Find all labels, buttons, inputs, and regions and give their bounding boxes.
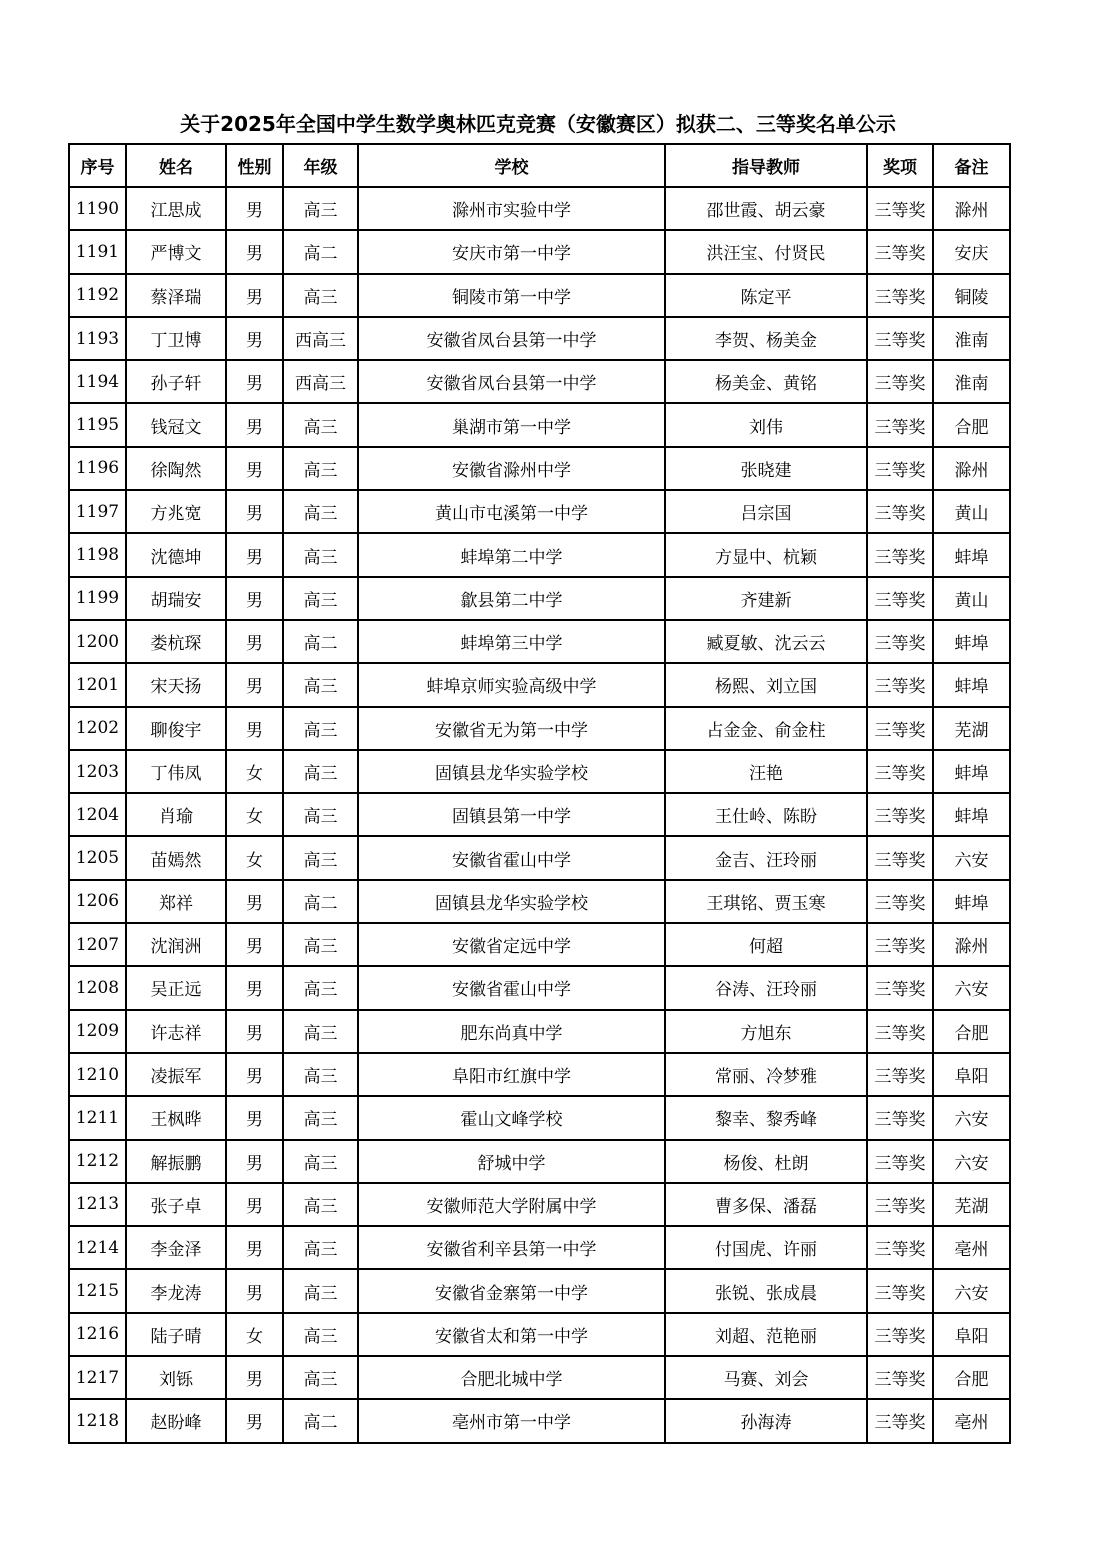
column-header-name: 姓名: [126, 144, 226, 187]
cell-school: 肥东尚真中学: [358, 1010, 665, 1053]
cell-teacher: 刘伟: [665, 403, 867, 446]
cell-grade: 高三: [283, 1356, 358, 1399]
table-row: [69, 793, 1010, 836]
cell-school: 蚌埠第三中学: [358, 620, 665, 663]
cell-award: 三等奖: [867, 490, 933, 533]
cell-index: 1210: [69, 1053, 126, 1096]
table-row: [69, 230, 1010, 273]
cell-school: 滁州市实验中学: [358, 187, 665, 230]
cell-grade: 高三: [283, 447, 358, 490]
cell-index: 1200: [69, 620, 126, 663]
cell-index: 1204: [69, 793, 126, 836]
cell-grade: 西高三: [283, 317, 358, 360]
table-row: [69, 1140, 1010, 1183]
cell-teacher: 占金金、俞金柱: [665, 707, 867, 750]
cell-school: 安庆市第一中学: [358, 230, 665, 273]
cell-grade: 高三: [283, 1096, 358, 1139]
table-row: [69, 1010, 1010, 1053]
cell-index: 1205: [69, 836, 126, 879]
table-row: [69, 274, 1010, 317]
table-row: [69, 577, 1010, 620]
cell-name: 刘铄: [126, 1356, 226, 1399]
cell-remark: 淮南: [933, 317, 1010, 360]
table-row: [69, 1356, 1010, 1399]
cell-grade: 高三: [283, 1140, 358, 1183]
cell-index: 1213: [69, 1183, 126, 1226]
cell-grade: 高三: [283, 793, 358, 836]
cell-remark: 蚌埠: [933, 880, 1010, 923]
cell-gender: 男: [226, 1269, 283, 1312]
cell-teacher: 王仕岭、陈盼: [665, 793, 867, 836]
cell-remark: 蚌埠: [933, 793, 1010, 836]
cell-index: 1192: [69, 274, 126, 317]
cell-gender: 男: [226, 1399, 283, 1442]
column-header-index: 序号: [69, 144, 126, 187]
cell-teacher: 齐建新: [665, 577, 867, 620]
cell-name: 沈润洲: [126, 923, 226, 966]
cell-grade: 高三: [283, 836, 358, 879]
cell-name: 凌振军: [126, 1053, 226, 1096]
cell-gender: 女: [226, 750, 283, 793]
cell-remark: 蚌埠: [933, 663, 1010, 706]
cell-school: 安徽省滁州中学: [358, 447, 665, 490]
cell-remark: 蚌埠: [933, 750, 1010, 793]
cell-index: 1209: [69, 1010, 126, 1053]
cell-award: 三等奖: [867, 707, 933, 750]
cell-gender: 男: [226, 1226, 283, 1269]
cell-school: 铜陵市第一中学: [358, 274, 665, 317]
cell-gender: 男: [226, 1010, 283, 1053]
cell-school: 霍山文峰学校: [358, 1096, 665, 1139]
cell-teacher: 吕宗国: [665, 490, 867, 533]
cell-index: 1195: [69, 403, 126, 446]
cell-gender: 女: [226, 1313, 283, 1356]
cell-index: 1201: [69, 663, 126, 706]
cell-remark: 六安: [933, 1269, 1010, 1312]
cell-school: 安徽省凤台县第一中学: [358, 360, 665, 403]
award-roster-table: [68, 143, 1011, 1444]
cell-index: 1190: [69, 187, 126, 230]
table-row: [69, 880, 1010, 923]
cell-gender: 男: [226, 620, 283, 663]
cell-name: 解振鹏: [126, 1140, 226, 1183]
cell-remark: 滁州: [933, 447, 1010, 490]
cell-teacher: 臧夏敏、沈云云: [665, 620, 867, 663]
cell-gender: 男: [226, 1183, 283, 1226]
cell-gender: 男: [226, 447, 283, 490]
cell-name: 方兆宽: [126, 490, 226, 533]
cell-remark: 六安: [933, 1140, 1010, 1183]
cell-gender: 男: [226, 1356, 283, 1399]
cell-school: 安徽省定远中学: [358, 923, 665, 966]
cell-remark: 六安: [933, 1096, 1010, 1139]
table-row: [69, 966, 1010, 1009]
cell-remark: 安庆: [933, 230, 1010, 273]
column-header-award: 奖项: [867, 144, 933, 187]
table-row: [69, 663, 1010, 706]
cell-name: 江思成: [126, 187, 226, 230]
table-body: [69, 187, 1010, 1443]
cell-name: 宋天扬: [126, 663, 226, 706]
cell-teacher: 汪艳: [665, 750, 867, 793]
cell-grade: 高三: [283, 577, 358, 620]
cell-gender: 男: [226, 923, 283, 966]
cell-gender: 男: [226, 533, 283, 576]
cell-teacher: 杨熙、刘立国: [665, 663, 867, 706]
cell-name: 赵盼峰: [126, 1399, 226, 1442]
cell-gender: 男: [226, 880, 283, 923]
cell-award: 三等奖: [867, 923, 933, 966]
cell-remark: 淮南: [933, 360, 1010, 403]
cell-remark: 亳州: [933, 1226, 1010, 1269]
document-title: 关于2025年全国中学生数学奥林匹克竞赛（安徽赛区）拟获二、三等奖名单公示: [180, 112, 896, 136]
cell-gender: 男: [226, 1053, 283, 1096]
table-row: [69, 360, 1010, 403]
cell-index: 1215: [69, 1269, 126, 1312]
cell-name: 李龙涛: [126, 1269, 226, 1312]
cell-award: 三等奖: [867, 880, 933, 923]
cell-teacher: 何超: [665, 923, 867, 966]
cell-name: 沈德坤: [126, 533, 226, 576]
cell-name: 李金泽: [126, 1226, 226, 1269]
table-row: [69, 1053, 1010, 1096]
cell-gender: 男: [226, 577, 283, 620]
cell-teacher: 孙海涛: [665, 1399, 867, 1442]
cell-grade: 高三: [283, 750, 358, 793]
cell-name: 娄杭琛: [126, 620, 226, 663]
table-row: [69, 490, 1010, 533]
table-row: [69, 836, 1010, 879]
cell-gender: 男: [226, 707, 283, 750]
table-row: [69, 1269, 1010, 1312]
table-row: [69, 403, 1010, 446]
column-header-grade: 年级: [283, 144, 358, 187]
cell-remark: 铜陵: [933, 274, 1010, 317]
cell-school: 安徽省无为第一中学: [358, 707, 665, 750]
cell-school: 固镇县龙华实验学校: [358, 880, 665, 923]
cell-remark: 黄山: [933, 490, 1010, 533]
column-header-remark: 备注: [933, 144, 1010, 187]
cell-remark: 阜阳: [933, 1313, 1010, 1356]
cell-grade: 西高三: [283, 360, 358, 403]
cell-gender: 男: [226, 274, 283, 317]
cell-teacher: 王琪铭、贾玉寒: [665, 880, 867, 923]
cell-award: 三等奖: [867, 966, 933, 1009]
cell-gender: 男: [226, 663, 283, 706]
cell-school: 阜阳市红旗中学: [358, 1053, 665, 1096]
header-row: [69, 144, 1010, 187]
cell-teacher: 杨美金、黄铭: [665, 360, 867, 403]
cell-gender: 男: [226, 966, 283, 1009]
cell-grade: 高三: [283, 1269, 358, 1312]
cell-grade: 高三: [283, 490, 358, 533]
cell-gender: 男: [226, 1096, 283, 1139]
cell-award: 三等奖: [867, 1356, 933, 1399]
cell-school: 黄山市屯溪第一中学: [358, 490, 665, 533]
cell-award: 三等奖: [867, 663, 933, 706]
cell-teacher: 方显中、杭颖: [665, 533, 867, 576]
cell-name: 蔡泽瑞: [126, 274, 226, 317]
table-row: [69, 1313, 1010, 1356]
table-row: [69, 750, 1010, 793]
cell-award: 三等奖: [867, 1269, 933, 1312]
cell-award: 三等奖: [867, 1313, 933, 1356]
cell-school: 安徽省霍山中学: [358, 966, 665, 1009]
cell-remark: 合肥: [933, 1010, 1010, 1053]
cell-grade: 高三: [283, 923, 358, 966]
cell-school: 蚌埠京师实验高级中学: [358, 663, 665, 706]
cell-remark: 芜湖: [933, 707, 1010, 750]
cell-award: 三等奖: [867, 620, 933, 663]
cell-grade: 高三: [283, 1313, 358, 1356]
cell-index: 1218: [69, 1399, 126, 1442]
cell-remark: 合肥: [933, 1356, 1010, 1399]
cell-teacher: 邵世霞、胡云豪: [665, 187, 867, 230]
cell-name: 孙子轩: [126, 360, 226, 403]
cell-remark: 六安: [933, 836, 1010, 879]
cell-name: 肖瑜: [126, 793, 226, 836]
cell-name: 胡瑞安: [126, 577, 226, 620]
cell-school: 安徽省凤台县第一中学: [358, 317, 665, 360]
table-row: [69, 447, 1010, 490]
cell-school: 合肥北城中学: [358, 1356, 665, 1399]
cell-index: 1194: [69, 360, 126, 403]
cell-grade: 高二: [283, 230, 358, 273]
cell-award: 三等奖: [867, 360, 933, 403]
cell-index: 1193: [69, 317, 126, 360]
cell-school: 固镇县第一中学: [358, 793, 665, 836]
column-header-school: 学校: [358, 144, 665, 187]
cell-teacher: 刘超、范艳丽: [665, 1313, 867, 1356]
cell-name: 王枫晔: [126, 1096, 226, 1139]
cell-name: 丁伟凤: [126, 750, 226, 793]
cell-index: 1217: [69, 1356, 126, 1399]
cell-index: 1196: [69, 447, 126, 490]
cell-gender: 男: [226, 403, 283, 446]
cell-name: 丁卫博: [126, 317, 226, 360]
cell-award: 三等奖: [867, 577, 933, 620]
cell-remark: 芜湖: [933, 1183, 1010, 1226]
cell-teacher: 张锐、张成晨: [665, 1269, 867, 1312]
cell-school: 蚌埠第二中学: [358, 533, 665, 576]
cell-award: 三等奖: [867, 533, 933, 576]
cell-school: 安徽省霍山中学: [358, 836, 665, 879]
cell-remark: 阜阳: [933, 1053, 1010, 1096]
cell-award: 三等奖: [867, 317, 933, 360]
cell-teacher: 方旭东: [665, 1010, 867, 1053]
table-row: [69, 187, 1010, 230]
cell-teacher: 曹多保、潘磊: [665, 1183, 867, 1226]
cell-name: 吴正远: [126, 966, 226, 1009]
cell-award: 三等奖: [867, 1183, 933, 1226]
table-row: [69, 1226, 1010, 1269]
cell-award: 三等奖: [867, 187, 933, 230]
cell-teacher: 张晓建: [665, 447, 867, 490]
cell-index: 1214: [69, 1226, 126, 1269]
cell-award: 三等奖: [867, 793, 933, 836]
cell-name: 徐陶然: [126, 447, 226, 490]
cell-grade: 高二: [283, 620, 358, 663]
cell-name: 郑祥: [126, 880, 226, 923]
cell-index: 1206: [69, 880, 126, 923]
cell-index: 1198: [69, 533, 126, 576]
cell-teacher: 洪汪宝、付贤民: [665, 230, 867, 273]
cell-grade: 高三: [283, 187, 358, 230]
cell-gender: 男: [226, 317, 283, 360]
table-row: [69, 1183, 1010, 1226]
cell-award: 三等奖: [867, 230, 933, 273]
cell-award: 三等奖: [867, 1053, 933, 1096]
table-row: [69, 923, 1010, 966]
cell-gender: 男: [226, 490, 283, 533]
cell-remark: 滁州: [933, 923, 1010, 966]
cell-index: 1216: [69, 1313, 126, 1356]
cell-gender: 男: [226, 1140, 283, 1183]
cell-gender: 女: [226, 836, 283, 879]
cell-school: 安徽省太和第一中学: [358, 1313, 665, 1356]
cell-teacher: 金吉、汪玲丽: [665, 836, 867, 879]
column-header-teacher: 指导教师: [665, 144, 867, 187]
cell-teacher: 黎幸、黎秀峰: [665, 1096, 867, 1139]
cell-name: 聊俊宇: [126, 707, 226, 750]
cell-award: 三等奖: [867, 403, 933, 446]
cell-grade: 高三: [283, 274, 358, 317]
cell-school: 亳州市第一中学: [358, 1399, 665, 1442]
cell-teacher: 付国虎、许丽: [665, 1226, 867, 1269]
cell-index: 1197: [69, 490, 126, 533]
cell-school: 固镇县龙华实验学校: [358, 750, 665, 793]
cell-teacher: 常丽、冷梦雅: [665, 1053, 867, 1096]
cell-grade: 高三: [283, 966, 358, 1009]
cell-name: 苖嫣然: [126, 836, 226, 879]
cell-school: 舒城中学: [358, 1140, 665, 1183]
cell-award: 三等奖: [867, 1140, 933, 1183]
cell-index: 1203: [69, 750, 126, 793]
cell-teacher: 李贺、杨美金: [665, 317, 867, 360]
cell-teacher: 马赛、刘会: [665, 1356, 867, 1399]
cell-grade: 高三: [283, 1053, 358, 1096]
cell-remark: 蚌埠: [933, 620, 1010, 663]
cell-index: 1212: [69, 1140, 126, 1183]
cell-school: 巢湖市第一中学: [358, 403, 665, 446]
cell-gender: 男: [226, 230, 283, 273]
cell-grade: 高二: [283, 1399, 358, 1442]
cell-school: 安徽省金寨第一中学: [358, 1269, 665, 1312]
cell-award: 三等奖: [867, 1010, 933, 1053]
cell-award: 三等奖: [867, 1226, 933, 1269]
cell-index: 1191: [69, 230, 126, 273]
cell-award: 三等奖: [867, 750, 933, 793]
cell-school: 安徽师范大学附属中学: [358, 1183, 665, 1226]
cell-grade: 高三: [283, 1183, 358, 1226]
cell-grade: 高三: [283, 1226, 358, 1269]
table-row: [69, 707, 1010, 750]
cell-remark: 滁州: [933, 187, 1010, 230]
cell-teacher: 杨俊、杜朗: [665, 1140, 867, 1183]
cell-name: 钱冠文: [126, 403, 226, 446]
cell-remark: 六安: [933, 966, 1010, 1009]
cell-name: 张子卓: [126, 1183, 226, 1226]
cell-teacher: 谷涛、汪玲丽: [665, 966, 867, 1009]
cell-remark: 黄山: [933, 577, 1010, 620]
cell-remark: 蚌埠: [933, 533, 1010, 576]
cell-grade: 高三: [283, 663, 358, 706]
cell-name: 陆子晴: [126, 1313, 226, 1356]
table-row: [69, 1399, 1010, 1442]
cell-gender: 女: [226, 793, 283, 836]
table-row: [69, 620, 1010, 663]
column-header-gender: 性别: [226, 144, 283, 187]
table-row: [69, 317, 1010, 360]
cell-gender: 男: [226, 187, 283, 230]
cell-index: 1207: [69, 923, 126, 966]
cell-index: 1208: [69, 966, 126, 1009]
table-row: [69, 1096, 1010, 1139]
cell-remark: 合肥: [933, 403, 1010, 446]
cell-index: 1211: [69, 1096, 126, 1139]
cell-grade: 高二: [283, 880, 358, 923]
cell-school: 安徽省利辛县第一中学: [358, 1226, 665, 1269]
cell-remark: 亳州: [933, 1399, 1010, 1442]
cell-award: 三等奖: [867, 1096, 933, 1139]
cell-grade: 高三: [283, 403, 358, 446]
table-row: [69, 533, 1010, 576]
cell-award: 三等奖: [867, 447, 933, 490]
cell-school: 歙县第二中学: [358, 577, 665, 620]
cell-gender: 男: [226, 360, 283, 403]
cell-name: 许志祥: [126, 1010, 226, 1053]
cell-index: 1199: [69, 577, 126, 620]
cell-index: 1202: [69, 707, 126, 750]
cell-grade: 高三: [283, 707, 358, 750]
cell-name: 严博文: [126, 230, 226, 273]
cell-award: 三等奖: [867, 1399, 933, 1442]
cell-grade: 高三: [283, 1010, 358, 1053]
cell-grade: 高三: [283, 533, 358, 576]
cell-teacher: 陈定平: [665, 274, 867, 317]
cell-award: 三等奖: [867, 836, 933, 879]
cell-award: 三等奖: [867, 274, 933, 317]
